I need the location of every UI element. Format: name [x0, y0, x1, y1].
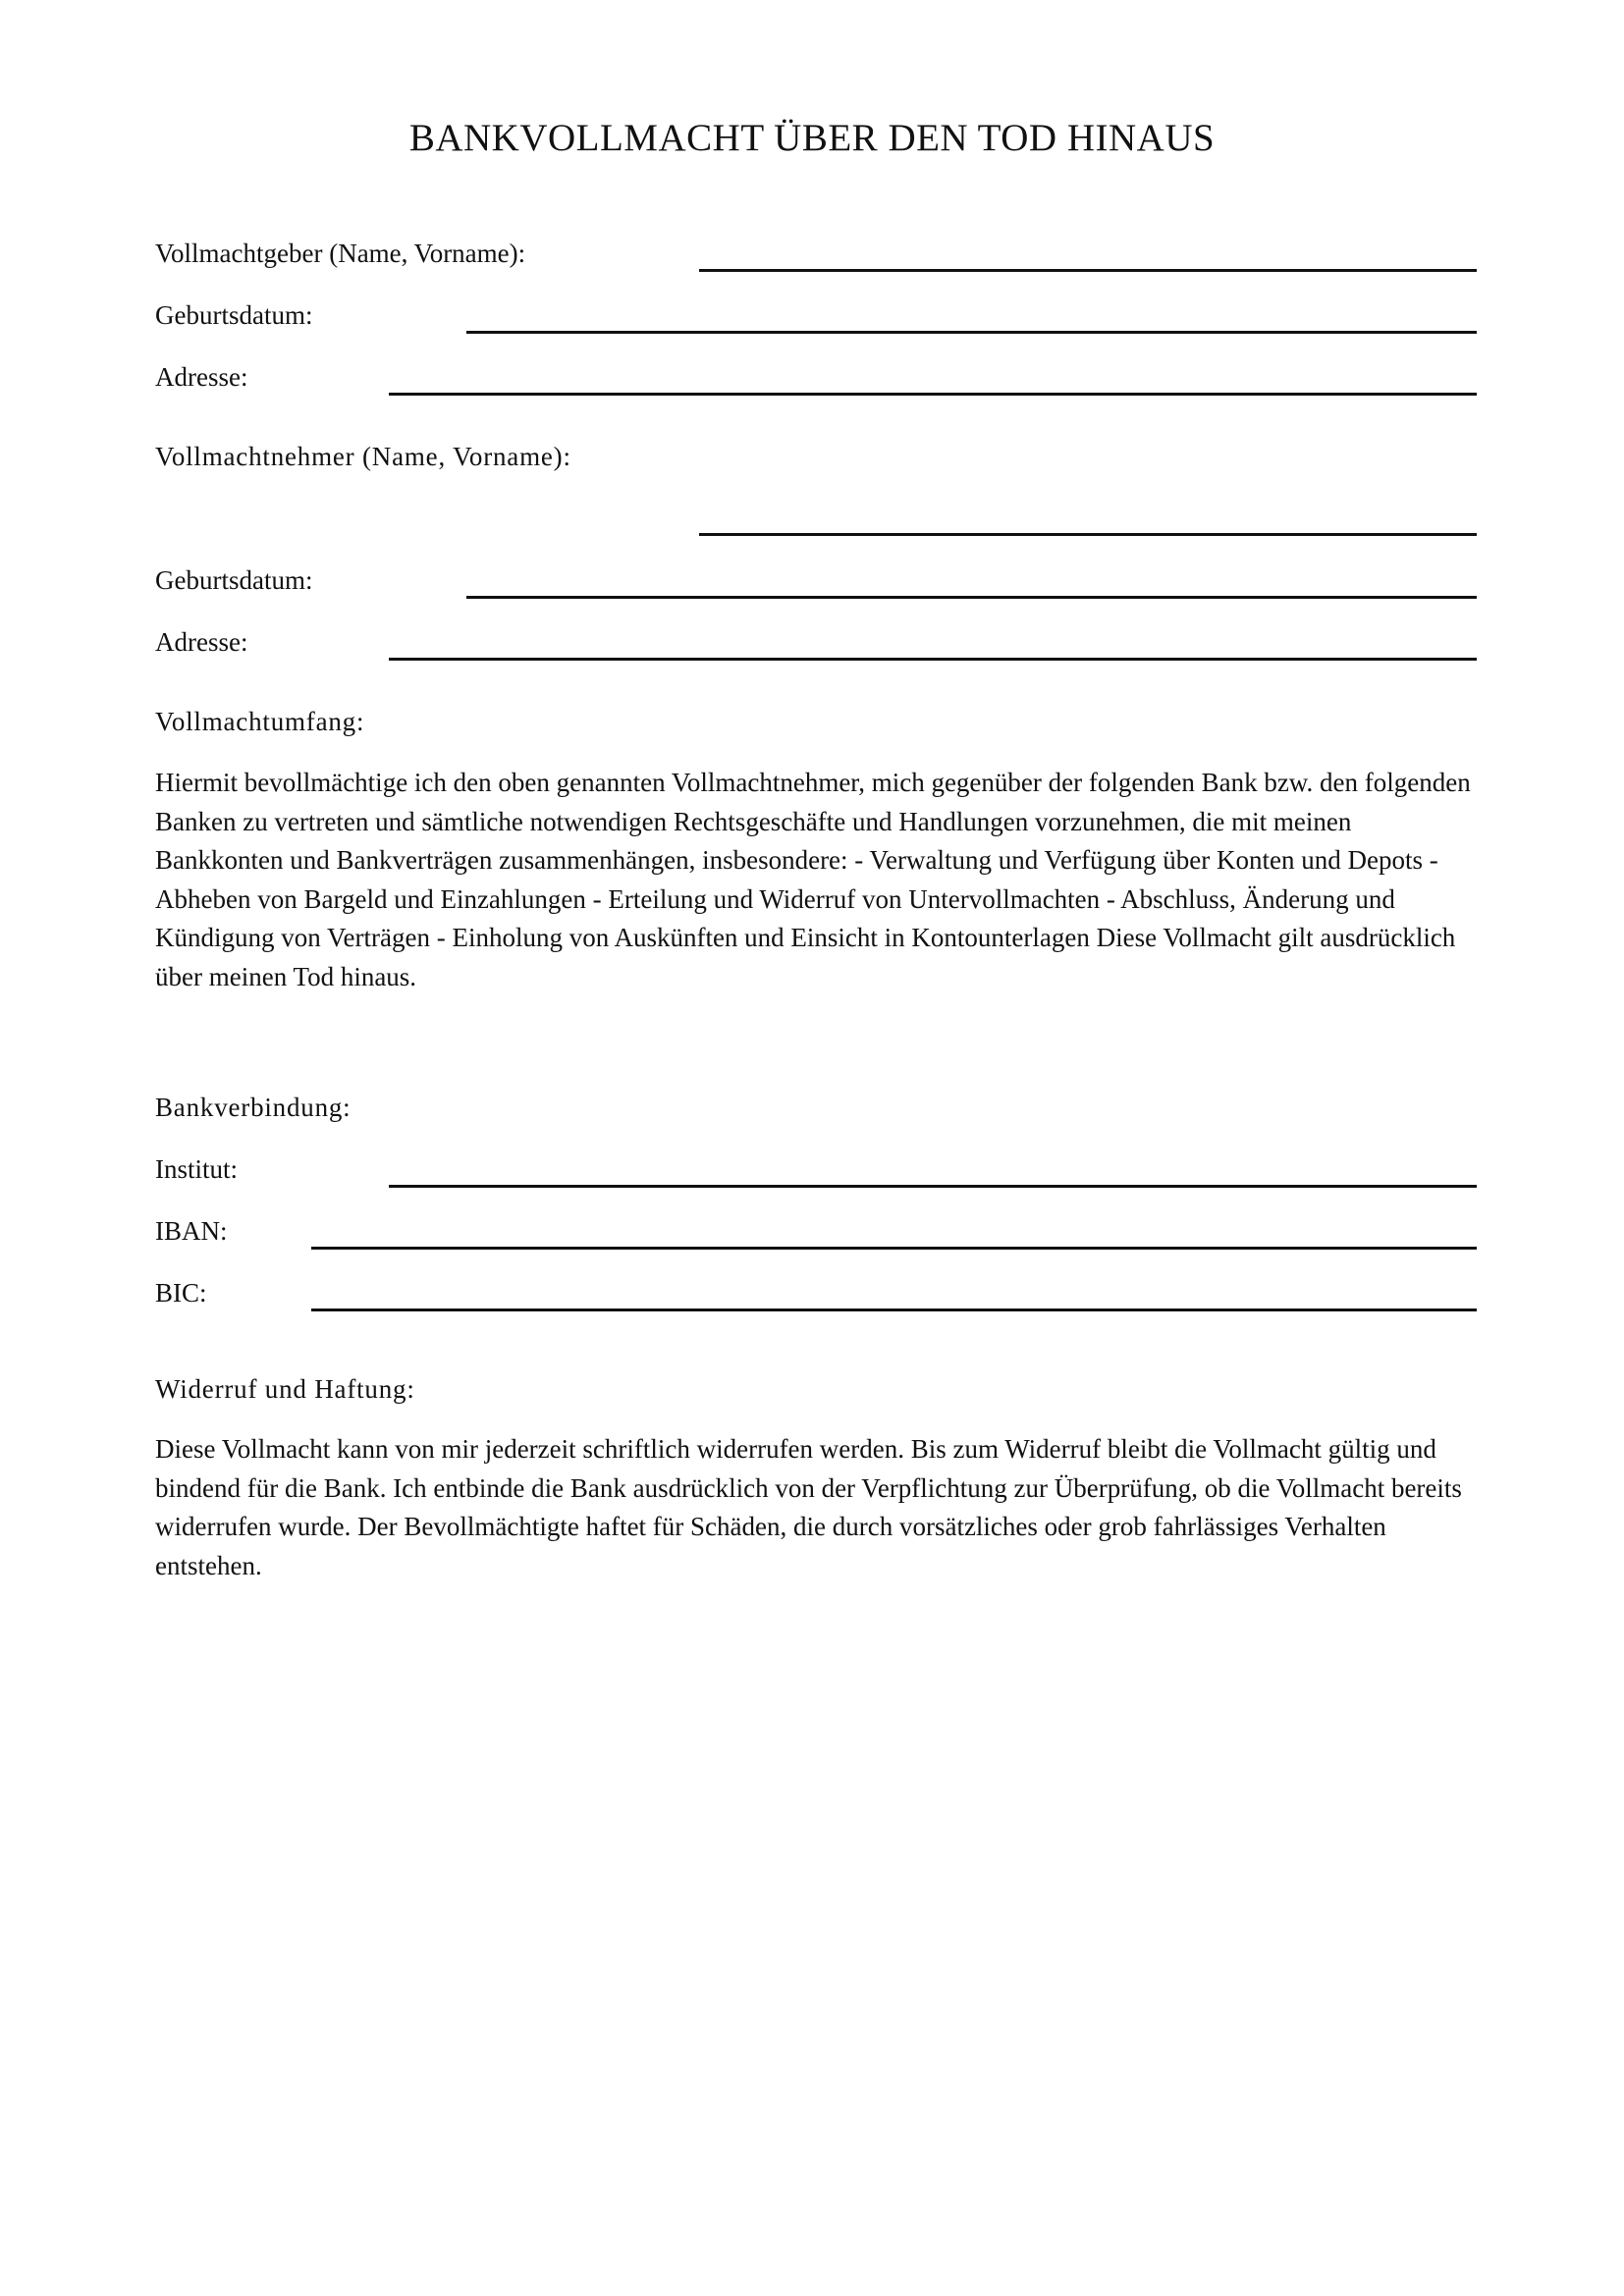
bank-institute-field[interactable]: [389, 1185, 1477, 1188]
scope-heading: Vollmachtumfang:: [155, 707, 365, 736]
bank-iban-label: IBAN:: [155, 1216, 228, 1246]
grantee-birthdate-field[interactable]: [466, 596, 1477, 599]
grantor-address-field[interactable]: [389, 393, 1477, 396]
grantor-name-label: Vollmachtgeber (Name, Vorname):: [155, 239, 526, 268]
revocation-paragraph: Diese Vollmacht kann von mir jederzeit schriftlich widerrufen werden. Bis zum Widerruf bleibt die Vollmacht gültig und bindend für die Bank. Ich entbinde die Bank ausdrücklich von der Verpflichtung zur Überprüfung, ob die Vollmacht bereits widerrufen wurde. Der Bevollmächtigte haftet für Schäden, die durch vorsätzliches oder grob fahrlässiges Verhalten entstehen.: [155, 1434, 1462, 1580]
revocation-heading: Widerruf und Haftung:: [155, 1374, 415, 1404]
grantee-birthdate-label: Geburtsdatum:: [155, 565, 313, 595]
bank-heading: Bankverbindung:: [155, 1093, 352, 1122]
bank-iban-field[interactable]: [311, 1247, 1477, 1250]
grantee-address-field[interactable]: [389, 658, 1477, 661]
grantor-name-field[interactable]: [699, 269, 1477, 272]
grantee-name-label: Vollmachtnehmer (Name, Vorname):: [155, 442, 571, 471]
grantor-birthdate-label: Geburtsdatum:: [155, 300, 313, 330]
grantee-address-label: Adresse:: [155, 627, 248, 657]
grantor-address-label: Adresse:: [155, 362, 248, 392]
bank-institute-label: Institut:: [155, 1154, 239, 1184]
scope-paragraph: Hiermit bevollmächtige ich den oben genannten Vollmachtnehmer, mich gegenüber der folgenden Bank bzw. den folgenden Banken zu vertreten und sämtliche notwendigen Rechtsgeschäfte und Handlungen vorzunehmen, die mit meinen Bankkonten und Bankverträgen zusammenhängen, insbesondere: - Verwaltung und Verfügung über Konten und Depots - Abheben von Bargeld und Einzahlungen - Erteilung und Widerruf von Untervollmachten - Abschluss, Änderung und Kündigung von Verträgen - Einholung von Auskünften und Einsicht in Kontounterlagen Diese Vollmacht gilt ausdrücklich über meinen Tod hinaus.: [155, 768, 1471, 991]
grantee-name-field[interactable]: [699, 533, 1477, 536]
bank-bic-label: BIC:: [155, 1278, 207, 1308]
grantor-birthdate-field[interactable]: [466, 331, 1477, 334]
bank-bic-field[interactable]: [311, 1308, 1477, 1311]
document-title: BANKVOLLMACHT ÜBER DEN TOD HINAUS: [408, 117, 1216, 159]
